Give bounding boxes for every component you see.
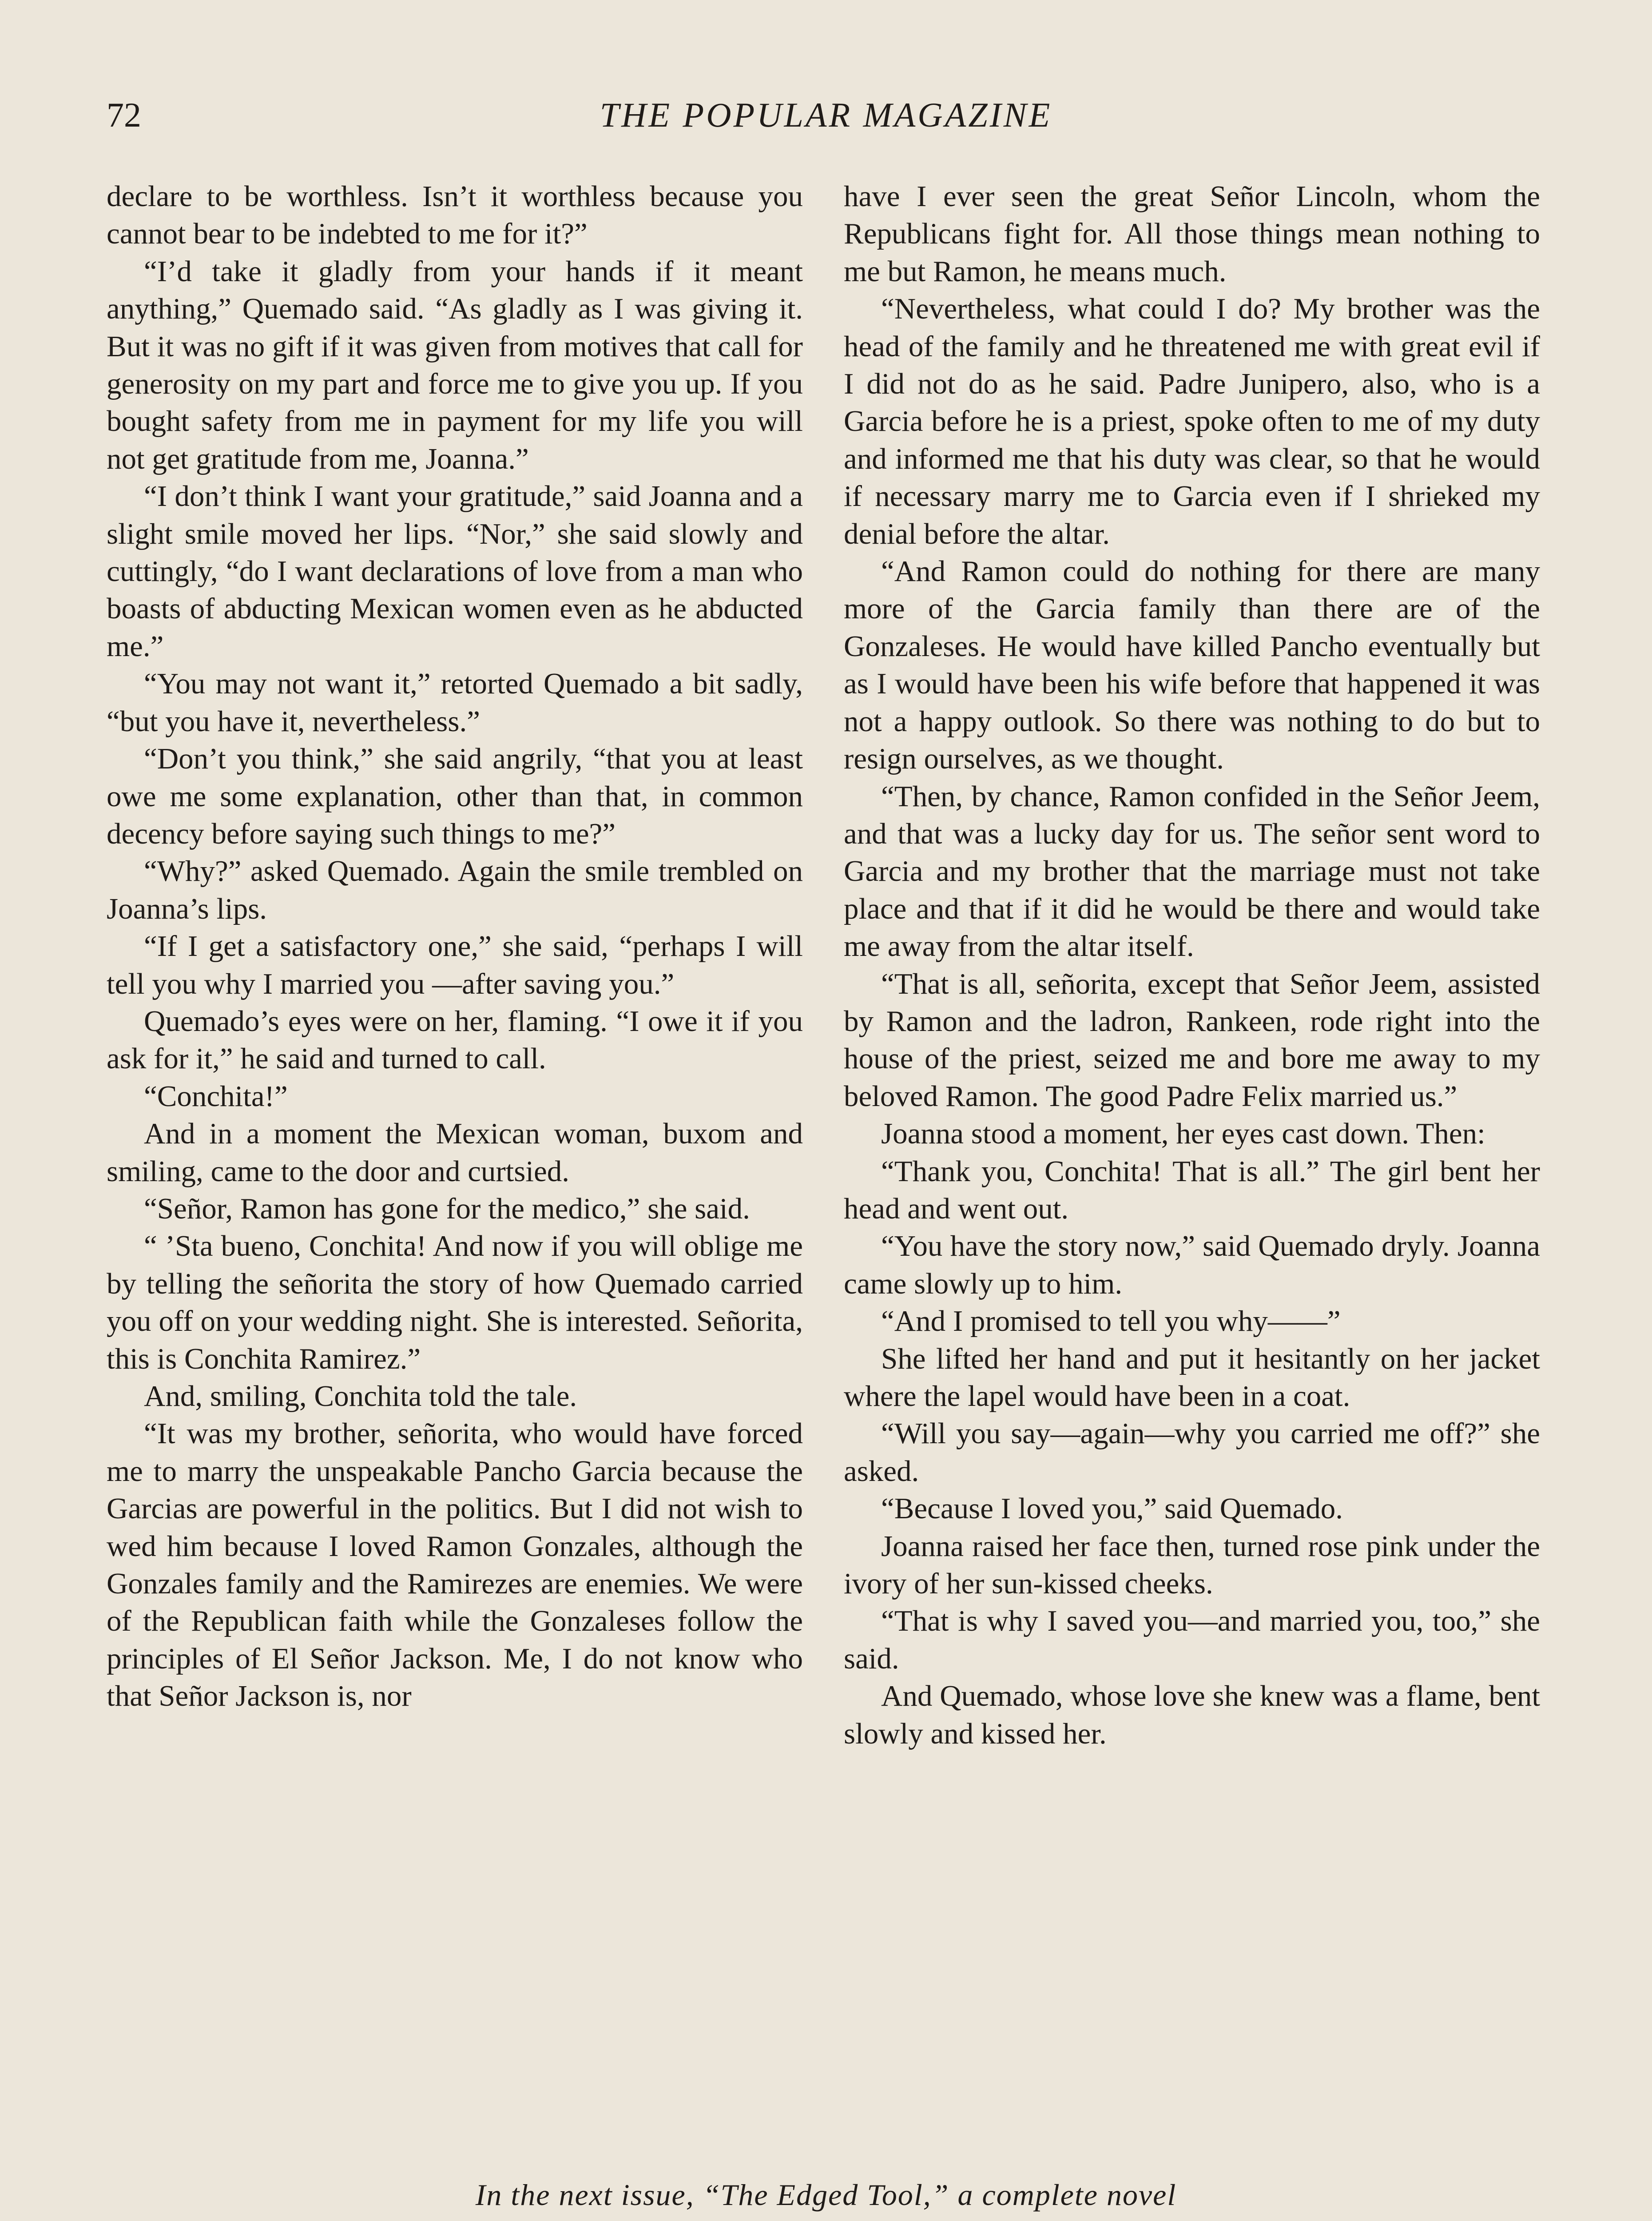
paragraph: And Quemado, whose love she knew was a flame, bent slowly and kissed her. [844, 1680, 1540, 1750]
next-issue-line-1: In the next issue, “The Edged Tool,” a complete novel [475, 2178, 1177, 2212]
paragraph: “You may not want it,” retorted Quemado a bit sadly, “but you have it, nevertheless.” [107, 667, 803, 738]
paragraph: “And I promised to tell you why——” [881, 1305, 1341, 1338]
paragraph: She lifted her hand and put it hesitantly on her jacket where the lapel would have been in a coat. [844, 1342, 1540, 1413]
paragraph: And, smiling, Conchita told the tale. [144, 1380, 577, 1413]
paragraph: “ ’Sta bueno, Conchita! And now if you will oblige me by telling the señorita the story of how Quemado carried you off on your wedding night. She is interested. Señorita, this is Conchita Ramirez.” [107, 1230, 803, 1375]
right-column [844, 178, 1540, 1752]
paragraph: “That is all, señorita, except that Señor Jeem, assisted by Ramon and the ladron, Rankeen, rode right into the house of the priest, seized me and bore me away to my beloved Ramon. The good Padre Felix married us.” [844, 967, 1540, 1113]
paragraph: “It was my brother, señorita, who would have forced me to marry the unspeakable Pancho Garcia because the Garcias are powerful in the politics. But I did not wish to wed him because I loved Ramon Gonzales, although the Gonzales family and the Ramirezes are enemies. We were of the Republican faith while the Gonzaleses follow the principles of El Señor Jackson. Me, I do not know who that Señor Jackson is, nor [107, 1417, 803, 1713]
paragraph: “Thank you, Conchita! That is all.” The girl bent her head and went out. [844, 1154, 1540, 1225]
next-issue-line-2 [0, 2217, 1652, 2221]
paragraph: “You have the story now,” said Quemado dryly. Joanna came slowly up to him. [844, 1230, 1540, 1300]
paragraph: “Señor, Ramon has gone for the medico,” she said. [144, 1192, 750, 1225]
paragraph: “Why?” asked Quemado. Again the smile trembled on Joanna’s lips. [107, 855, 803, 925]
paragraph: “I don’t think I want your gratitude,” said Joanna and a slight smile moved her lips. “Nor,” she said slowly and cuttingly, “do I want declarations of love from a man who boasts of abducting Mexican women even as he abducted me.” [107, 480, 803, 663]
paragraph: Quemado’s eyes were on her, flaming. “I owe it if you ask for it,” he said and turned to call. [107, 1004, 803, 1075]
paragraph: “Don’t you think,” she said angrily, “that you at least owe me some explanation, other than that, in common decency before saying such things to me?” [107, 742, 803, 850]
paragraph: “Then, by chance, Ramon confided in the Señor Jeem, and that was a lucky day for us. The señor sent word to Garcia and my brother that the marriage must not take place and that if it did he would be there and would take me away from the altar itself. [844, 780, 1540, 963]
paragraph: “That is why I saved you—and married you, too,” she said. [844, 1604, 1540, 1675]
paragraph: “Because I loved you,” said Quemado. [881, 1492, 1343, 1525]
paragraph: “I’d take it gladly from your hands if it meant anything,” Quemado said. “As gladly as I was giving it. But it was no gift if it was given from motives that call for generosity on my part and force me to give you up. If you bought safety from me in payment for my life you will not get gratitude from me, Joanna.” [107, 255, 803, 475]
page-number: 72 [107, 96, 141, 134]
paragraph: “And Ramon could do nothing for there are many more of the Garcia family than there are of the Gonzaleses. He would have killed Pancho eventually but as I would have been his wife before that happened it was not a happy outlook. So there was nothing to do but to resign ourselves, as we thought. [844, 555, 1540, 776]
left-column [107, 178, 803, 1715]
paragraph: Joanna raised her face then, turned rose pink under the ivory of her sun-kissed cheeks. [844, 1529, 1540, 1600]
paragraph: “Nevertheless, what could I do? My brother was the head of the family and he threatened me with great evil if I did not do as he said. Padre Junipero, also, who is a Garcia before he is a priest, spoke often to me of my duty and informed me that his duty was clear, so that he would if necessary marry me to Garcia even if I shrieked my denial before the altar. [844, 292, 1540, 550]
paragraph: Joanna stood a moment, her eyes cast down. Then: [881, 1117, 1485, 1150]
next-issue-note [0, 2172, 1652, 2221]
paragraph: “If I get a satisfactory one,” she said, “perhaps I will tell you why I married you —after saving you.” [107, 930, 803, 1000]
paragraph: declare to be worthless. Isn’t it worthless because you cannot bear to be indebted to me for it?” [107, 180, 803, 251]
running-head: THE POPULAR MAGAZINE [600, 96, 1052, 134]
paragraph: “Conchita!” [144, 1079, 288, 1113]
paragraph: have I ever seen the great Señor Lincoln, whom the Republicans fight for. All those things mean nothing to me but Ramon, he means much. [844, 180, 1540, 288]
paragraph: “Will you say—again—why you carried me off?” she asked. [844, 1417, 1540, 1488]
paragraph: And in a moment the Mexican woman, buxom and smiling, came to the door and curtsied. [107, 1117, 803, 1188]
